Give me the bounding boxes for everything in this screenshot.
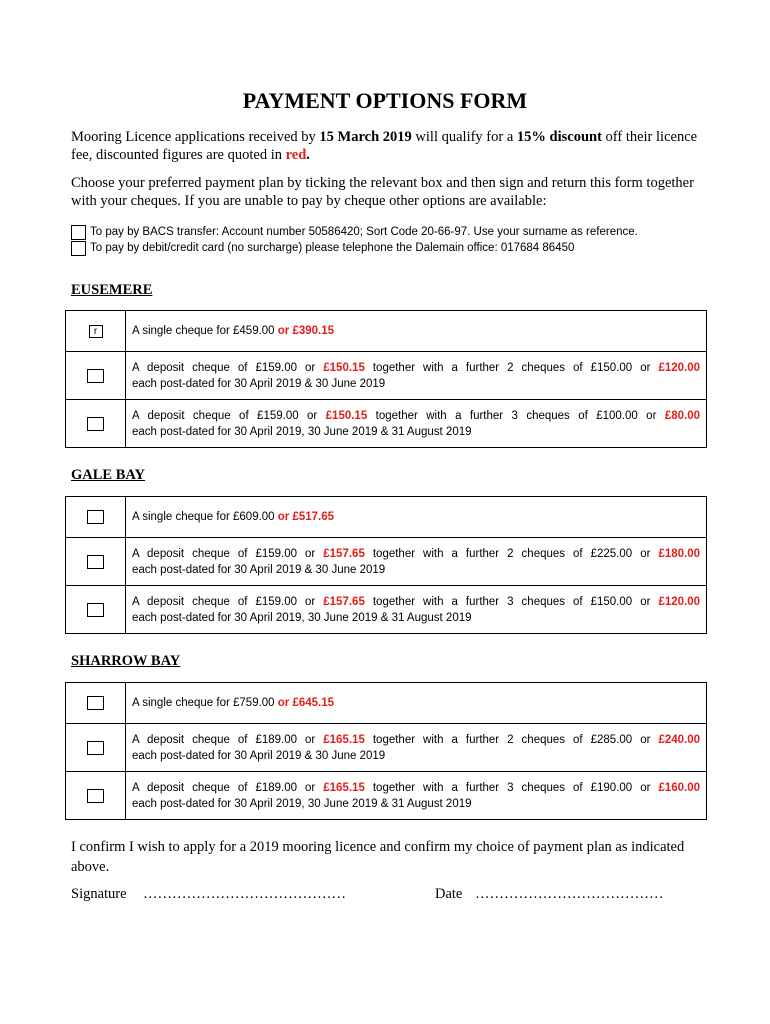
- intro-text: off their licence fee, discounted figures are quoted in: [71, 129, 698, 163]
- option-text: A deposit cheque of £159.00 or: [132, 595, 324, 608]
- option-text: A deposit cheque of £159.00 or: [132, 361, 324, 374]
- option-dates: each post-dated for 30 April 2019 & 30 June 2019: [132, 563, 386, 576]
- section-heading-gale-bay: GALE BAY: [71, 467, 146, 483]
- card-option: [71, 240, 574, 257]
- intro-text: will qualify for a: [411, 129, 517, 145]
- checkbox[interactable]: [87, 741, 104, 755]
- option-text: together with a further 3 cheques of £100.00 or: [367, 409, 665, 422]
- discount-price: £150.15: [325, 409, 368, 422]
- signature-label: Signature: [71, 886, 127, 902]
- discount-price: £80.00: [664, 409, 700, 422]
- option-dates: each post-dated for 30 April 2019, 30 June 2019 & 31 August 2019: [132, 797, 472, 810]
- option-dates: each post-dated for 30 April 2019, 30 June 2019 & 31 August 2019: [132, 425, 472, 438]
- table-row: [66, 723, 706, 771]
- checkbox[interactable]: [87, 417, 104, 431]
- checkbox[interactable]: [87, 369, 104, 383]
- discount-price: £120.00: [658, 595, 701, 608]
- table-row: [66, 311, 706, 351]
- discount-price: £165.15: [323, 733, 365, 746]
- bacs-checkbox[interactable]: [71, 225, 86, 240]
- page-title: PAYMENT OPTIONS FORM: [242, 88, 528, 113]
- intro-period: .: [306, 147, 310, 163]
- checkbox-ticked[interactable]: r: [89, 325, 103, 338]
- table-row: [66, 537, 706, 585]
- red-word: red: [285, 147, 307, 163]
- sharrow-bay-table: [65, 682, 707, 820]
- discount-price: or £517.65: [277, 511, 335, 523]
- discount-price: £120.00: [658, 361, 701, 374]
- table-row: [66, 771, 706, 819]
- option-dates: each post-dated for 30 April 2019, 30 June 2019 & 31 August 2019: [132, 611, 472, 624]
- discount-price: £180.00: [658, 547, 701, 560]
- discount-price: £165.15: [323, 781, 365, 794]
- discount-price: £240.00: [658, 733, 701, 746]
- signature-field[interactable]: ……………………………………: [143, 886, 346, 902]
- discount-price: £160.00: [658, 781, 701, 794]
- table-row: [66, 497, 706, 537]
- option-text: A deposit cheque of £159.00 or: [132, 547, 324, 560]
- intro-paragraph: [71, 128, 711, 164]
- section-heading-sharrow-bay: SHARROW BAY: [71, 653, 181, 669]
- discount-price: £157.65: [323, 547, 365, 560]
- option-text: A single cheque for £609.00: [132, 511, 278, 523]
- card-option-text: To pay by debit/credit card (no surcharge) please telephone the Dalemain office: 017684 86450: [90, 242, 575, 254]
- option-text: together with a further 3 cheques of £190.00 or: [364, 781, 659, 794]
- option-text: A deposit cheque of £189.00 or: [132, 733, 324, 746]
- option-text: A deposit cheque of £159.00 or: [132, 409, 326, 422]
- option-text: together with a further 2 cheques of £150.00 or: [364, 361, 659, 374]
- checkbox[interactable]: [87, 696, 104, 710]
- option-text: A single cheque for £459.00: [132, 325, 278, 337]
- discount-price: or £645.15: [277, 697, 335, 709]
- option-text: together with a further 3 cheques of £150.00 or: [364, 595, 659, 608]
- instructions-paragraph: Choose your preferred payment plan by ticking the relevant box and then sign and return this form together with your cheques. If you are unable to pay by cheque other options are available:: [71, 175, 694, 209]
- option-dates: each post-dated for 30 April 2019 & 30 June 2019: [132, 377, 386, 390]
- discount-price: £150.15: [323, 361, 365, 374]
- option-dates: each post-dated for 30 April 2019 & 30 June 2019: [132, 749, 386, 762]
- bacs-option-text: To pay by BACS transfer: Account number 50586420; Sort Code 20-66-97. Use your surname as reference.: [90, 226, 638, 238]
- section-heading-eusemere: EUSEMERE: [71, 282, 153, 298]
- bacs-option: [71, 224, 638, 241]
- date-field[interactable]: …………………………………: [475, 886, 664, 902]
- card-checkbox[interactable]: [71, 241, 86, 256]
- option-text: together with a further 2 cheques of £225.00 or: [364, 547, 659, 560]
- checkbox[interactable]: [87, 603, 104, 617]
- table-row: [66, 351, 706, 399]
- option-text: A deposit cheque of £189.00 or: [132, 781, 324, 794]
- discount-price: £157.65: [323, 595, 365, 608]
- option-text: A single cheque for £759.00: [132, 697, 278, 709]
- discount-text: 15% discount: [516, 129, 602, 145]
- intro-text: Mooring Licence applications received by: [71, 129, 320, 145]
- deadline-date: 15 March 2019: [319, 129, 412, 145]
- table-row: [66, 683, 706, 723]
- checkbox[interactable]: [87, 789, 104, 803]
- discount-price: or £390.15: [277, 325, 335, 337]
- date-label: Date: [435, 886, 463, 902]
- option-text: together with a further 2 cheques of £285.00 or: [364, 733, 659, 746]
- table-row: [66, 585, 706, 633]
- gale-bay-table: [65, 496, 707, 634]
- checkbox[interactable]: [87, 510, 104, 524]
- table-row: [66, 399, 706, 447]
- confirmation-text: I confirm I wish to apply for a 2019 mooring licence and confirm my choice of payment plan as indicated above.: [71, 839, 685, 875]
- checkbox[interactable]: [87, 555, 104, 569]
- eusemere-table: [65, 310, 707, 448]
